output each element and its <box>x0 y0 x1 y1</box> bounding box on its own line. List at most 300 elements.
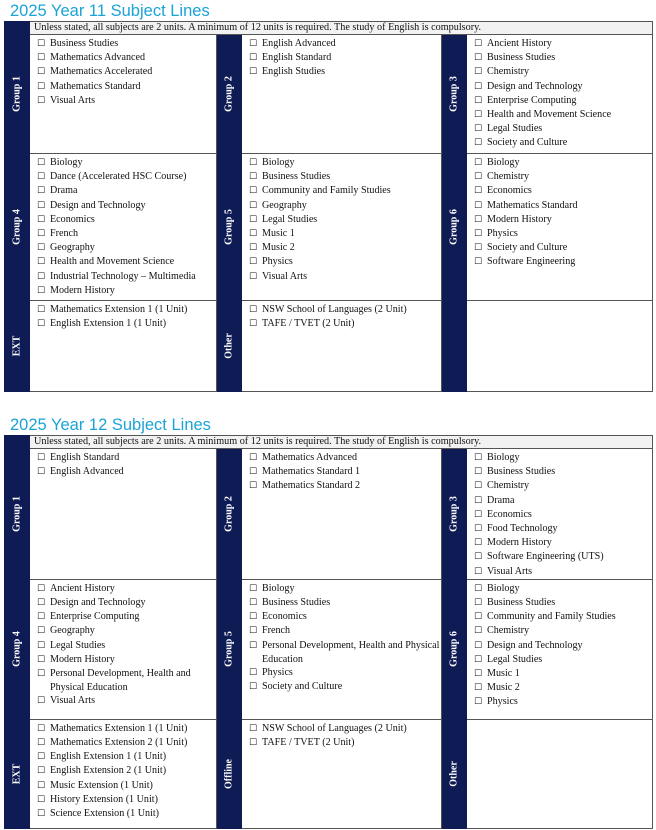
subject-item[interactable] <box>249 156 441 170</box>
checkbox-icon[interactable]: ☐ <box>37 583 46 594</box>
subject-label: Physics <box>262 667 293 679</box>
subject-item[interactable] <box>249 241 441 255</box>
group-row <box>5 35 653 154</box>
group-label-text: Group 3 <box>448 496 460 532</box>
subject-item[interactable] <box>37 303 216 317</box>
checkbox-icon[interactable]: ☐ <box>249 612 258 623</box>
subject-label: Community and Family Studies <box>487 611 616 623</box>
checkbox-icon[interactable]: ☐ <box>249 53 258 64</box>
subject-label: TAFE / TVET (2 Unit) <box>262 737 355 749</box>
year12-title: 2025 Year 12 Subject Lines <box>10 416 211 434</box>
group-label-text: Group 5 <box>223 209 235 245</box>
group-label-group-3 <box>442 35 467 154</box>
subject-item[interactable] <box>474 536 652 550</box>
checkbox-icon[interactable]: ☐ <box>37 696 46 707</box>
subject-item[interactable] <box>37 807 216 821</box>
subject-list-cell <box>467 35 653 154</box>
checkbox-icon[interactable]: ☐ <box>474 172 483 183</box>
group-label-ext <box>5 301 30 392</box>
subject-item[interactable] <box>474 465 652 479</box>
subject-item[interactable] <box>474 213 652 227</box>
subject-item[interactable] <box>37 610 216 624</box>
checkbox-icon[interactable]: ☐ <box>474 583 483 594</box>
subject-label: Legal Studies <box>262 213 318 225</box>
subject-item[interactable] <box>474 681 652 695</box>
checkbox-icon[interactable]: ☐ <box>37 257 46 268</box>
subject-item[interactable] <box>249 596 441 610</box>
subject-label: Biology <box>262 582 295 594</box>
group-label-group-1 <box>5 35 30 154</box>
subject-label: Physics <box>487 228 518 240</box>
subject-item[interactable] <box>474 624 652 638</box>
checkbox-icon[interactable]: ☐ <box>37 640 46 651</box>
checkbox-icon[interactable]: ☐ <box>249 39 258 49</box>
year11-section <box>4 2 652 392</box>
subject-item[interactable] <box>37 596 216 610</box>
checkbox-icon[interactable]: ☐ <box>474 538 483 549</box>
subject-item[interactable] <box>474 156 652 170</box>
group-label-text: Group 3 <box>448 76 460 112</box>
subject-label: Visual Arts <box>50 94 96 106</box>
subject-list <box>30 580 216 709</box>
checkbox-icon[interactable]: ☐ <box>474 552 483 563</box>
checkbox-icon[interactable]: ☐ <box>37 53 46 64</box>
subject-list <box>242 580 441 695</box>
subject-item[interactable] <box>37 284 216 298</box>
subject-label: Modern History <box>50 653 115 665</box>
subject-item[interactable] <box>249 582 441 596</box>
checkbox-icon[interactable]: ☐ <box>37 186 46 197</box>
subject-list <box>242 301 441 331</box>
subject-item[interactable] <box>249 255 441 269</box>
subject-item[interactable] <box>249 184 441 198</box>
subject-item[interactable] <box>249 270 441 284</box>
subject-label: NSW School of Languages (2 Unit) <box>262 722 407 734</box>
checkbox-icon[interactable]: ☐ <box>474 138 483 149</box>
subject-item[interactable] <box>474 479 652 493</box>
subject-list <box>242 720 441 750</box>
subject-label: Software Engineering (UTS) <box>487 551 604 563</box>
checkbox-icon[interactable]: ☐ <box>249 186 258 197</box>
checkbox-icon[interactable]: ☐ <box>37 723 46 734</box>
subject-label: Mathematics Advanced <box>50 52 146 64</box>
checkbox-icon[interactable]: ☐ <box>37 229 46 240</box>
subject-item[interactable] <box>474 494 652 508</box>
checkbox-icon[interactable]: ☐ <box>249 467 258 478</box>
subject-item[interactable] <box>474 227 652 241</box>
subject-item[interactable] <box>37 722 216 736</box>
subject-list-cell <box>242 449 442 580</box>
subject-label: TAFE / TVET (2 Unit) <box>262 318 355 330</box>
subject-label: Biology <box>50 157 83 168</box>
group-label-group-2 <box>217 35 242 154</box>
group-label-group-3 <box>442 449 467 580</box>
subject-label: Modern History <box>487 213 552 225</box>
subject-label: Mathematics Standard <box>50 80 141 92</box>
checkbox-icon[interactable]: ☐ <box>37 738 46 749</box>
subject-item[interactable] <box>474 80 652 94</box>
checkbox-icon[interactable]: ☐ <box>474 200 483 211</box>
checkbox-icon[interactable]: ☐ <box>37 158 46 168</box>
checkbox-icon[interactable]: ☐ <box>474 626 483 637</box>
subject-item[interactable] <box>37 241 216 255</box>
checkbox-icon[interactable]: ☐ <box>249 583 258 594</box>
subject-item[interactable] <box>474 451 652 465</box>
subject-item[interactable] <box>37 156 216 170</box>
subject-item[interactable] <box>37 764 216 778</box>
subject-list <box>30 449 216 479</box>
subject-item[interactable] <box>474 108 652 122</box>
subject-label: Physics <box>487 696 518 708</box>
checkbox-icon[interactable]: ☐ <box>37 780 46 791</box>
subject-label: Food Technology <box>487 523 558 535</box>
checkbox-icon[interactable]: ☐ <box>474 612 483 623</box>
subject-label: Mathematics Accelerated <box>50 66 153 78</box>
subject-item[interactable] <box>37 51 216 65</box>
group-row <box>5 579 653 719</box>
subject-label: English Standard <box>50 452 120 463</box>
subject-label: Music Extension (1 Unit) <box>50 779 153 791</box>
checkbox-icon[interactable]: ☐ <box>37 319 46 330</box>
checkbox-icon[interactable]: ☐ <box>249 172 258 183</box>
subject-item[interactable] <box>474 136 652 150</box>
subject-label: Design and Technology <box>50 199 146 211</box>
note-spacer <box>5 436 30 449</box>
group-label-group-4 <box>5 154 30 301</box>
checkbox-icon[interactable]: ☐ <box>37 285 46 296</box>
subject-label: Music 1 <box>262 228 295 240</box>
subject-item[interactable] <box>474 241 652 255</box>
subject-item[interactable] <box>474 94 652 108</box>
subject-item[interactable] <box>249 199 441 213</box>
subject-item[interactable] <box>37 270 216 284</box>
subject-label: Ancient History <box>487 38 552 49</box>
subject-item[interactable] <box>37 750 216 764</box>
subject-label: Chemistry <box>487 625 530 637</box>
checkbox-icon[interactable]: ☐ <box>37 453 46 463</box>
checkbox-icon[interactable]: ☐ <box>474 124 483 135</box>
checkbox-icon[interactable]: ☐ <box>249 158 258 168</box>
checkbox-icon[interactable]: ☐ <box>474 257 483 268</box>
subject-item[interactable] <box>249 227 441 241</box>
checkbox-icon[interactable]: ☐ <box>474 81 483 92</box>
subject-item[interactable] <box>474 695 652 709</box>
checkbox-icon[interactable]: ☐ <box>249 626 258 637</box>
subject-label: Business Studies <box>262 597 331 609</box>
subject-label: Mathematics Standard 2 <box>262 480 361 492</box>
subject-label: Mathematics Advanced <box>262 452 358 463</box>
subject-label: Business Studies <box>262 171 331 183</box>
year11-table <box>4 21 653 392</box>
subject-item[interactable] <box>474 37 652 51</box>
subject-label: French <box>262 625 291 637</box>
year11-title: 2025 Year 11 Subject Lines <box>10 2 210 20</box>
subject-label: Enterprise Computing <box>50 611 140 623</box>
subject-label: Design and Technology <box>487 80 583 92</box>
subject-label: Physics <box>262 256 293 268</box>
subject-item[interactable] <box>37 199 216 213</box>
checkbox-icon[interactable]: ☐ <box>474 697 483 708</box>
checkbox-icon[interactable]: ☐ <box>474 110 483 121</box>
subject-item[interactable] <box>249 170 441 184</box>
checkbox-icon[interactable]: ☐ <box>37 626 46 637</box>
subject-list-cell <box>30 35 217 154</box>
checkbox-icon[interactable]: ☐ <box>37 39 46 49</box>
group-label-text: Group 4 <box>11 209 23 245</box>
checkbox-icon[interactable]: ☐ <box>37 794 46 805</box>
subject-item[interactable] <box>474 199 652 213</box>
checkbox-icon[interactable]: ☐ <box>249 481 258 492</box>
subject-label: Dance (Accelerated HSC Course) <box>50 171 187 183</box>
subject-item[interactable] <box>474 610 652 624</box>
checkbox-icon[interactable]: ☐ <box>37 214 46 225</box>
subject-item[interactable] <box>37 736 216 750</box>
subject-item[interactable] <box>37 213 216 227</box>
units-note: Unless stated, all subjects are 2 units. A minimum of 12 units is required. The study of English is compulsory. <box>30 436 653 449</box>
subject-list-cell <box>30 301 217 392</box>
subject-item[interactable] <box>249 51 441 65</box>
subject-item[interactable] <box>37 582 216 596</box>
checkbox-icon[interactable]: ☐ <box>474 453 483 463</box>
group-label-text: Group 6 <box>448 209 460 245</box>
subject-list-cell <box>242 154 442 301</box>
subject-item[interactable] <box>474 667 652 681</box>
subject-item[interactable] <box>249 37 441 51</box>
checkbox-icon[interactable]: ☐ <box>37 766 46 777</box>
checkbox-icon[interactable]: ☐ <box>249 271 258 282</box>
subject-label: Legal Studies <box>487 123 543 135</box>
subject-label: Business Studies <box>50 38 119 49</box>
subject-item[interactable] <box>474 51 652 65</box>
subject-item[interactable] <box>249 624 441 638</box>
subject-item[interactable] <box>474 639 652 653</box>
group-label-text: Offline <box>223 758 235 789</box>
checkbox-icon[interactable]: ☐ <box>474 566 483 577</box>
subject-label: Modern History <box>50 284 115 296</box>
checkbox-icon[interactable]: ☐ <box>474 214 483 225</box>
checkbox-icon[interactable]: ☐ <box>474 95 483 106</box>
group-label-text: EXT <box>11 335 23 357</box>
checkbox-icon[interactable]: ☐ <box>37 95 46 106</box>
checkbox-icon[interactable]: ☐ <box>474 598 483 609</box>
group-row <box>5 154 653 301</box>
subject-item[interactable] <box>37 80 216 94</box>
subject-list-cell <box>242 301 442 392</box>
subject-item[interactable] <box>474 596 652 610</box>
group-label-group-5 <box>217 579 242 719</box>
subject-label: Mathematics Standard <box>487 199 578 211</box>
subject-list <box>30 154 216 298</box>
subject-item[interactable] <box>37 667 216 694</box>
subject-item[interactable] <box>37 465 216 479</box>
checkbox-icon[interactable]: ☐ <box>474 53 483 64</box>
subject-item[interactable] <box>249 680 441 694</box>
subject-item[interactable] <box>249 465 441 479</box>
subject-item[interactable] <box>37 227 216 241</box>
subject-list-cell <box>242 719 442 828</box>
checkbox-icon[interactable]: ☐ <box>474 481 483 492</box>
subject-item[interactable] <box>37 694 216 708</box>
checkbox-icon[interactable]: ☐ <box>249 67 258 78</box>
subject-label: Visual Arts <box>262 270 308 282</box>
subject-item[interactable] <box>37 317 216 331</box>
subject-item[interactable] <box>474 582 652 596</box>
subject-item[interactable] <box>474 550 652 564</box>
subject-label: English Advanced <box>50 466 124 478</box>
checkbox-icon[interactable]: ☐ <box>249 319 258 330</box>
subject-label: History Extension (1 Unit) <box>50 793 158 805</box>
subject-item[interactable] <box>474 184 652 198</box>
subject-label: Geography <box>50 242 95 254</box>
checkbox-icon[interactable]: ☐ <box>249 305 258 315</box>
subject-item[interactable] <box>474 522 652 536</box>
subject-item[interactable] <box>37 184 216 198</box>
checkbox-icon[interactable]: ☐ <box>37 271 46 282</box>
checkbox-icon[interactable]: ☐ <box>474 158 483 168</box>
checkbox-icon[interactable]: ☐ <box>249 200 258 211</box>
subject-list <box>467 301 652 303</box>
checkbox-icon[interactable]: ☐ <box>474 683 483 694</box>
group-label-text: Other <box>448 761 460 787</box>
subject-label: English Studies <box>262 66 326 78</box>
checkbox-icon[interactable]: ☐ <box>37 612 46 623</box>
group-row <box>5 301 653 392</box>
subject-label: Mathematics Extension 1 (1 Unit) <box>50 304 188 315</box>
checkbox-icon[interactable]: ☐ <box>37 172 46 183</box>
subject-item[interactable] <box>474 170 652 184</box>
subject-label: Society and Culture <box>487 137 568 149</box>
subject-label: Science Extension (1 Unit) <box>50 808 160 820</box>
subject-item[interactable] <box>474 122 652 136</box>
subject-label: Chemistry <box>487 171 530 183</box>
checkbox-icon[interactable]: ☐ <box>474 39 483 49</box>
checkbox-icon[interactable]: ☐ <box>474 640 483 651</box>
checkbox-icon[interactable]: ☐ <box>249 738 258 749</box>
subject-item[interactable] <box>249 736 441 750</box>
subject-item[interactable] <box>249 303 441 317</box>
checkbox-icon[interactable]: ☐ <box>474 243 483 254</box>
checkbox-icon[interactable]: ☐ <box>37 67 46 78</box>
subject-item[interactable] <box>37 94 216 108</box>
checkbox-icon[interactable]: ☐ <box>249 243 258 254</box>
checkbox-icon[interactable]: ☐ <box>474 186 483 197</box>
checkbox-icon[interactable]: ☐ <box>474 229 483 240</box>
checkbox-icon[interactable]: ☐ <box>474 509 483 520</box>
checkbox-icon[interactable]: ☐ <box>249 668 258 679</box>
note-spacer <box>5 22 30 35</box>
subject-item[interactable] <box>37 255 216 269</box>
subject-item[interactable] <box>37 793 216 807</box>
subject-label: Design and Technology <box>50 597 146 609</box>
checkbox-icon[interactable]: ☐ <box>37 809 46 820</box>
subject-item[interactable] <box>249 610 441 624</box>
subject-list <box>467 154 652 270</box>
subject-list-cell <box>467 579 653 719</box>
checkbox-icon[interactable]: ☐ <box>37 243 46 254</box>
subject-label: Mathematics Standard 1 <box>262 466 361 478</box>
checkbox-icon[interactable]: ☐ <box>249 229 258 240</box>
subject-item[interactable] <box>37 639 216 653</box>
subject-item[interactable] <box>249 317 441 331</box>
subject-item[interactable] <box>474 565 652 579</box>
checkbox-icon[interactable]: ☐ <box>249 257 258 268</box>
subject-item[interactable] <box>474 508 652 522</box>
group-label-group-6 <box>442 579 467 719</box>
subject-label: Music 2 <box>487 682 520 694</box>
subject-item[interactable] <box>249 451 441 465</box>
subject-label: Economics <box>487 508 532 520</box>
checkbox-icon[interactable]: ☐ <box>249 723 258 734</box>
checkbox-icon[interactable]: ☐ <box>37 81 46 92</box>
group-label-empty <box>442 301 467 392</box>
checkbox-icon[interactable]: ☐ <box>37 752 46 763</box>
subject-list <box>467 35 652 151</box>
subject-label: English Extension 1 (1 Unit) <box>50 318 167 330</box>
checkbox-icon[interactable]: ☐ <box>37 654 46 665</box>
group-label-other <box>442 719 467 828</box>
subject-item[interactable] <box>249 722 441 736</box>
checkbox-icon[interactable]: ☐ <box>249 453 258 463</box>
subject-item[interactable] <box>249 666 441 680</box>
subject-item[interactable] <box>37 779 216 793</box>
subject-list <box>467 580 652 710</box>
subject-label: Legal Studies <box>50 639 106 651</box>
subject-label: English Standard <box>262 52 332 64</box>
subject-item[interactable] <box>37 37 216 51</box>
subject-item[interactable] <box>474 65 652 79</box>
checkbox-icon[interactable]: ☐ <box>474 495 483 506</box>
subject-item[interactable] <box>37 624 216 638</box>
checkbox-icon[interactable]: ☐ <box>474 654 483 665</box>
subject-item[interactable] <box>249 479 441 493</box>
subject-label: Business Studies <box>487 597 556 609</box>
subject-label: Biology <box>487 157 520 168</box>
subject-list <box>30 301 216 331</box>
subject-item[interactable] <box>249 65 441 79</box>
subject-label: Society and Culture <box>262 681 343 693</box>
checkbox-icon[interactable]: ☐ <box>37 598 46 609</box>
checkbox-icon[interactable]: ☐ <box>474 669 483 680</box>
subject-item[interactable] <box>474 653 652 667</box>
checkbox-icon[interactable]: ☐ <box>249 214 258 225</box>
group-label-group-2 <box>217 449 242 580</box>
checkbox-icon[interactable]: ☐ <box>37 669 46 680</box>
subject-item[interactable] <box>37 65 216 79</box>
year12-table <box>4 435 653 829</box>
checkbox-icon[interactable]: ☐ <box>37 467 46 478</box>
subject-list <box>467 449 652 579</box>
subject-item[interactable] <box>37 170 216 184</box>
subject-item[interactable] <box>249 639 441 666</box>
subject-label: Business Studies <box>487 52 556 64</box>
checkbox-icon[interactable]: ☐ <box>474 467 483 478</box>
subject-list <box>242 449 441 494</box>
checkbox-icon[interactable]: ☐ <box>249 682 258 693</box>
subject-item[interactable] <box>37 653 216 667</box>
checkbox-icon[interactable]: ☐ <box>37 305 46 315</box>
subject-item[interactable] <box>37 451 216 465</box>
group-label-group-4 <box>5 579 30 719</box>
checkbox-icon[interactable]: ☐ <box>37 200 46 211</box>
subject-item[interactable] <box>249 213 441 227</box>
checkbox-icon[interactable]: ☐ <box>474 524 483 535</box>
subject-list <box>30 35 216 108</box>
checkbox-icon[interactable]: ☐ <box>474 67 483 78</box>
checkbox-icon[interactable]: ☐ <box>249 598 258 609</box>
subject-list-cell <box>467 154 653 301</box>
checkbox-icon[interactable]: ☐ <box>249 640 258 651</box>
subject-item[interactable] <box>474 255 652 269</box>
